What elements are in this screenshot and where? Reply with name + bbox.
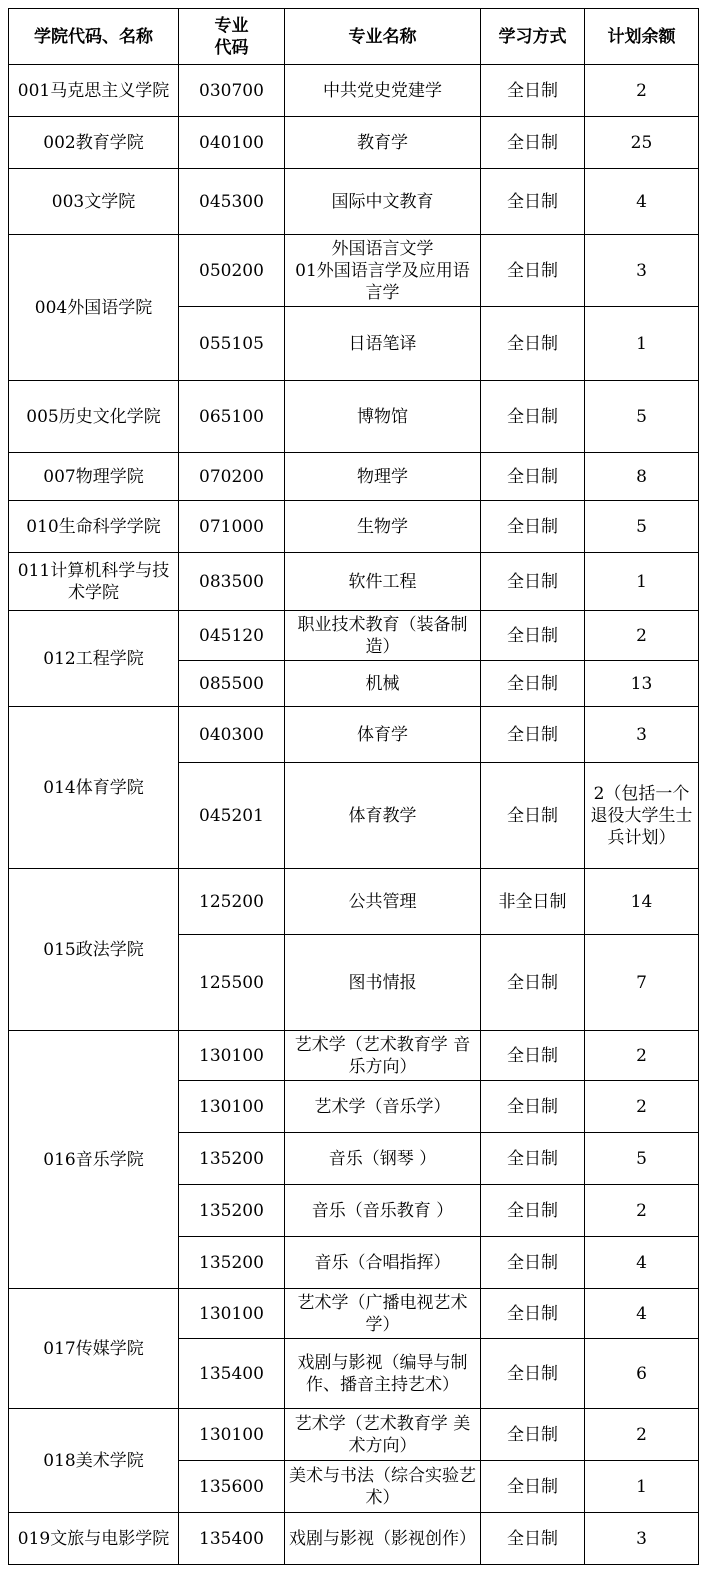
college-cell: 005历史文化学院 — [9, 381, 179, 453]
mode-cell: 全日制 — [481, 1289, 585, 1339]
college-cell: 011计算机科学与技术学院 — [9, 553, 179, 611]
quota-cell: 6 — [585, 1339, 699, 1409]
mode-cell: 全日制 — [481, 117, 585, 169]
major-cell: 美术与书法（综合实验艺术） — [285, 1461, 481, 1513]
code-cell: 130100 — [179, 1289, 285, 1339]
code-cell: 055105 — [179, 307, 285, 381]
code-cell: 045300 — [179, 169, 285, 235]
code-cell: 135200 — [179, 1185, 285, 1237]
header-college: 学院代码、名称 — [9, 9, 179, 65]
quota-cell: 25 — [585, 117, 699, 169]
table-row — [9, 65, 699, 117]
college-cell: 010生命科学学院 — [9, 501, 179, 553]
mode-cell: 全日制 — [481, 1081, 585, 1133]
header-mode: 学习方式 — [481, 9, 585, 65]
major-cell: 艺术学（艺术教育学 美术方向） — [285, 1409, 481, 1461]
code-cell: 071000 — [179, 501, 285, 553]
quota-cell: 5 — [585, 1133, 699, 1185]
mode-cell: 非全日制 — [481, 869, 585, 935]
quota-cell: 3 — [585, 1513, 699, 1565]
major-cell: 艺术学（艺术教育学 音乐方向） — [285, 1031, 481, 1081]
mode-cell: 全日制 — [481, 1513, 585, 1565]
table-row — [9, 553, 699, 611]
mode-cell: 全日制 — [481, 1031, 585, 1081]
mode-cell: 全日制 — [481, 661, 585, 707]
major-cell: 戏剧与影视（编导与制作、播音主持艺术） — [285, 1339, 481, 1409]
college-cell: 019文旅与电影学院 — [9, 1513, 179, 1565]
major-cell: 图书情报 — [285, 935, 481, 1031]
quota-cell: 2（包括一个退役大学生士兵计划） — [585, 763, 699, 869]
mode-cell: 全日制 — [481, 553, 585, 611]
mode-cell: 全日制 — [481, 707, 585, 763]
mode-cell: 全日制 — [481, 1461, 585, 1513]
quota-cell: 14 — [585, 869, 699, 935]
college-cell: 004外国语学院 — [9, 235, 179, 381]
mode-cell: 全日制 — [481, 501, 585, 553]
code-cell: 040300 — [179, 707, 285, 763]
major-cell: 日语笔译 — [285, 307, 481, 381]
college-cell: 014体育学院 — [9, 707, 179, 869]
code-cell: 085500 — [179, 661, 285, 707]
code-cell: 070200 — [179, 453, 285, 501]
college-cell: 016音乐学院 — [9, 1031, 179, 1289]
quota-cell: 1 — [585, 553, 699, 611]
mode-cell: 全日制 — [481, 65, 585, 117]
table-row — [9, 501, 699, 553]
college-cell: 001马克思主义学院 — [9, 65, 179, 117]
table-row — [9, 381, 699, 453]
mode-cell: 全日制 — [481, 453, 585, 501]
major-cell: 职业技术教育（装备制造） — [285, 611, 481, 661]
table-row — [9, 869, 699, 935]
major-cell: 教育学 — [285, 117, 481, 169]
mode-cell: 全日制 — [481, 169, 585, 235]
major-cell: 音乐（音乐教育 ） — [285, 1185, 481, 1237]
college-cell: 012工程学院 — [9, 611, 179, 707]
quota-cell: 5 — [585, 381, 699, 453]
mode-cell: 全日制 — [481, 1237, 585, 1289]
major-cell: 国际中文教育 — [285, 169, 481, 235]
major-cell: 音乐（合唱指挥） — [285, 1237, 481, 1289]
table-row — [9, 611, 699, 661]
quota-cell: 8 — [585, 453, 699, 501]
code-cell: 135600 — [179, 1461, 285, 1513]
header-quota: 计划余额 — [585, 9, 699, 65]
code-cell: 065100 — [179, 381, 285, 453]
quota-cell: 2 — [585, 1081, 699, 1133]
major-cell: 体育学 — [285, 707, 481, 763]
major-cell: 体育教学 — [285, 763, 481, 869]
college-cell: 018美术学院 — [9, 1409, 179, 1513]
code-cell: 130100 — [179, 1409, 285, 1461]
code-cell: 045120 — [179, 611, 285, 661]
quota-cell: 3 — [585, 707, 699, 763]
mode-cell: 全日制 — [481, 1409, 585, 1461]
header-code: 专业 代码 — [179, 9, 285, 65]
major-cell: 博物馆 — [285, 381, 481, 453]
major-cell: 生物学 — [285, 501, 481, 553]
quota-cell: 4 — [585, 1289, 699, 1339]
table-row — [9, 707, 699, 763]
table-row — [9, 169, 699, 235]
quota-cell: 2 — [585, 1409, 699, 1461]
code-cell: 125200 — [179, 869, 285, 935]
code-cell: 040100 — [179, 117, 285, 169]
quota-cell: 2 — [585, 611, 699, 661]
code-cell: 083500 — [179, 553, 285, 611]
mode-cell: 全日制 — [481, 381, 585, 453]
code-cell: 050200 — [179, 235, 285, 307]
major-cell: 艺术学（音乐学） — [285, 1081, 481, 1133]
major-cell: 艺术学（广播电视艺术学） — [285, 1289, 481, 1339]
code-cell: 030700 — [179, 65, 285, 117]
mode-cell: 全日制 — [481, 611, 585, 661]
table-row — [9, 1289, 699, 1339]
major-cell: 戏剧与影视（影视创作） — [285, 1513, 481, 1565]
table-row — [9, 1031, 699, 1081]
mode-cell: 全日制 — [481, 1339, 585, 1409]
table-row — [9, 1513, 699, 1565]
code-cell: 125500 — [179, 935, 285, 1031]
major-cell: 公共管理 — [285, 869, 481, 935]
college-cell: 017传媒学院 — [9, 1289, 179, 1409]
code-cell: 130100 — [179, 1031, 285, 1081]
quota-cell: 4 — [585, 1237, 699, 1289]
code-cell: 135200 — [179, 1237, 285, 1289]
quota-cell: 3 — [585, 235, 699, 307]
quota-cell: 1 — [585, 307, 699, 381]
table-row — [9, 1409, 699, 1461]
header-row — [9, 9, 699, 65]
mode-cell: 全日制 — [481, 1185, 585, 1237]
mode-cell: 全日制 — [481, 235, 585, 307]
code-cell: 135200 — [179, 1133, 285, 1185]
mode-cell: 全日制 — [481, 763, 585, 869]
quota-table — [8, 8, 699, 1565]
major-cell: 软件工程 — [285, 553, 481, 611]
code-cell: 135400 — [179, 1339, 285, 1409]
code-cell: 045201 — [179, 763, 285, 869]
college-cell: 003文学院 — [9, 169, 179, 235]
code-cell: 135400 — [179, 1513, 285, 1565]
major-cell: 机械 — [285, 661, 481, 707]
mode-cell: 全日制 — [481, 935, 585, 1031]
header-major: 专业名称 — [285, 9, 481, 65]
table-row — [9, 453, 699, 501]
quota-cell: 2 — [585, 1185, 699, 1237]
table-row — [9, 235, 699, 307]
mode-cell: 全日制 — [481, 1133, 585, 1185]
quota-cell: 1 — [585, 1461, 699, 1513]
major-cell: 物理学 — [285, 453, 481, 501]
quota-cell: 2 — [585, 1031, 699, 1081]
major-cell: 外国语言文学 01外国语言学及应用语言学 — [285, 235, 481, 307]
quota-cell: 13 — [585, 661, 699, 707]
quota-cell: 5 — [585, 501, 699, 553]
college-cell: 002教育学院 — [9, 117, 179, 169]
quota-cell: 2 — [585, 65, 699, 117]
college-cell: 015政法学院 — [9, 869, 179, 1031]
table-row — [9, 117, 699, 169]
major-cell: 中共党史党建学 — [285, 65, 481, 117]
mode-cell: 全日制 — [481, 307, 585, 381]
quota-cell: 4 — [585, 169, 699, 235]
code-cell: 130100 — [179, 1081, 285, 1133]
college-cell: 007物理学院 — [9, 453, 179, 501]
major-cell: 音乐（钢琴 ） — [285, 1133, 481, 1185]
quota-cell: 7 — [585, 935, 699, 1031]
